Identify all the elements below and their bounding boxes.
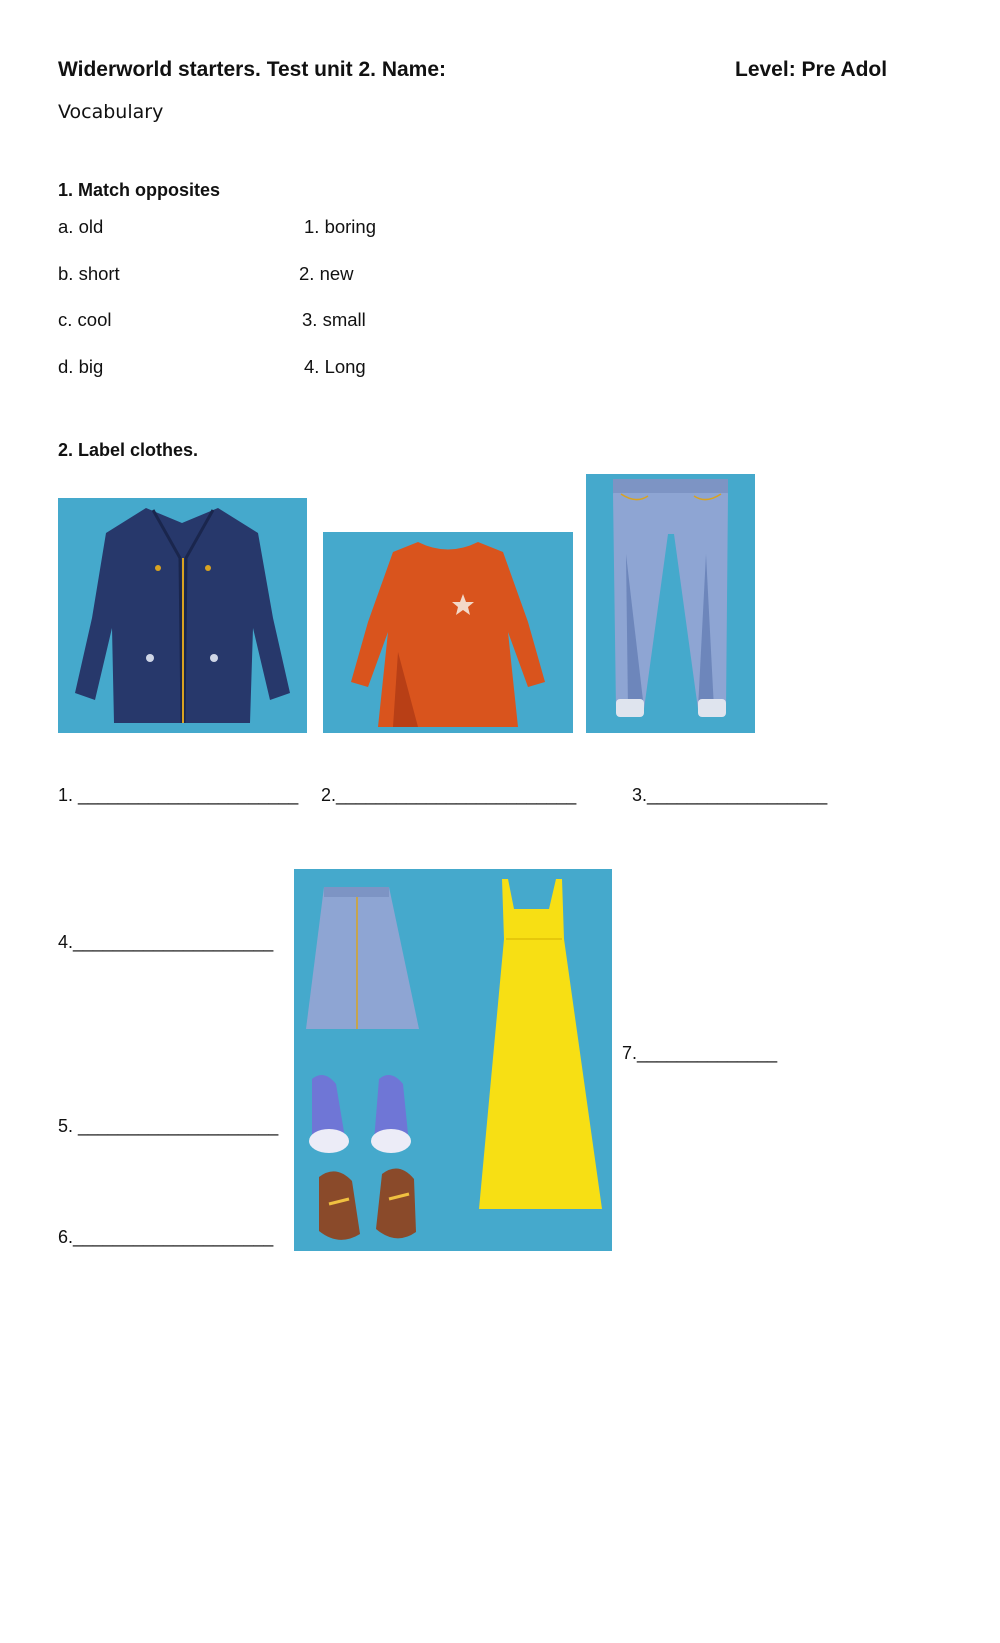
orange-dress-image: [323, 532, 573, 733]
match-right-1: 1. boring: [304, 216, 376, 237]
label-blank-3[interactable]: 3.__________________: [632, 785, 828, 805]
match-left-d: d. big: [58, 356, 104, 377]
label-blank-1[interactable]: 1. ______________________: [58, 785, 299, 805]
match-right-4: 4. Long: [304, 356, 366, 377]
section-2-heading: 2. Label clothes.: [58, 440, 199, 460]
match-left-c: c. cool: [58, 309, 112, 330]
match-right-2: 2. new: [299, 263, 354, 284]
label-blank-7[interactable]: 7.______________: [622, 1043, 778, 1063]
label-blank-5[interactable]: 5. ____________________: [58, 1116, 279, 1136]
match-left-b: b. short: [58, 263, 120, 284]
label-blank-2[interactable]: 2.________________________: [321, 785, 577, 805]
match-left-a: a. old: [58, 216, 104, 237]
label-blank-6[interactable]: 6.____________________: [58, 1227, 274, 1247]
subtitle: Vocabulary: [58, 101, 164, 123]
match-right-3: 3. small: [302, 309, 366, 330]
jacket-image: [58, 498, 307, 733]
label-blank-4[interactable]: 4.____________________: [58, 932, 274, 952]
jeans-image: [586, 474, 755, 733]
group-clothes-image: [294, 869, 612, 1251]
level-label: Level: Pre Adol: [735, 58, 888, 81]
worksheet-title: Widerworld starters. Test unit 2. Name:: [58, 58, 447, 81]
section-1-heading: 1. Match opposites: [58, 180, 221, 200]
